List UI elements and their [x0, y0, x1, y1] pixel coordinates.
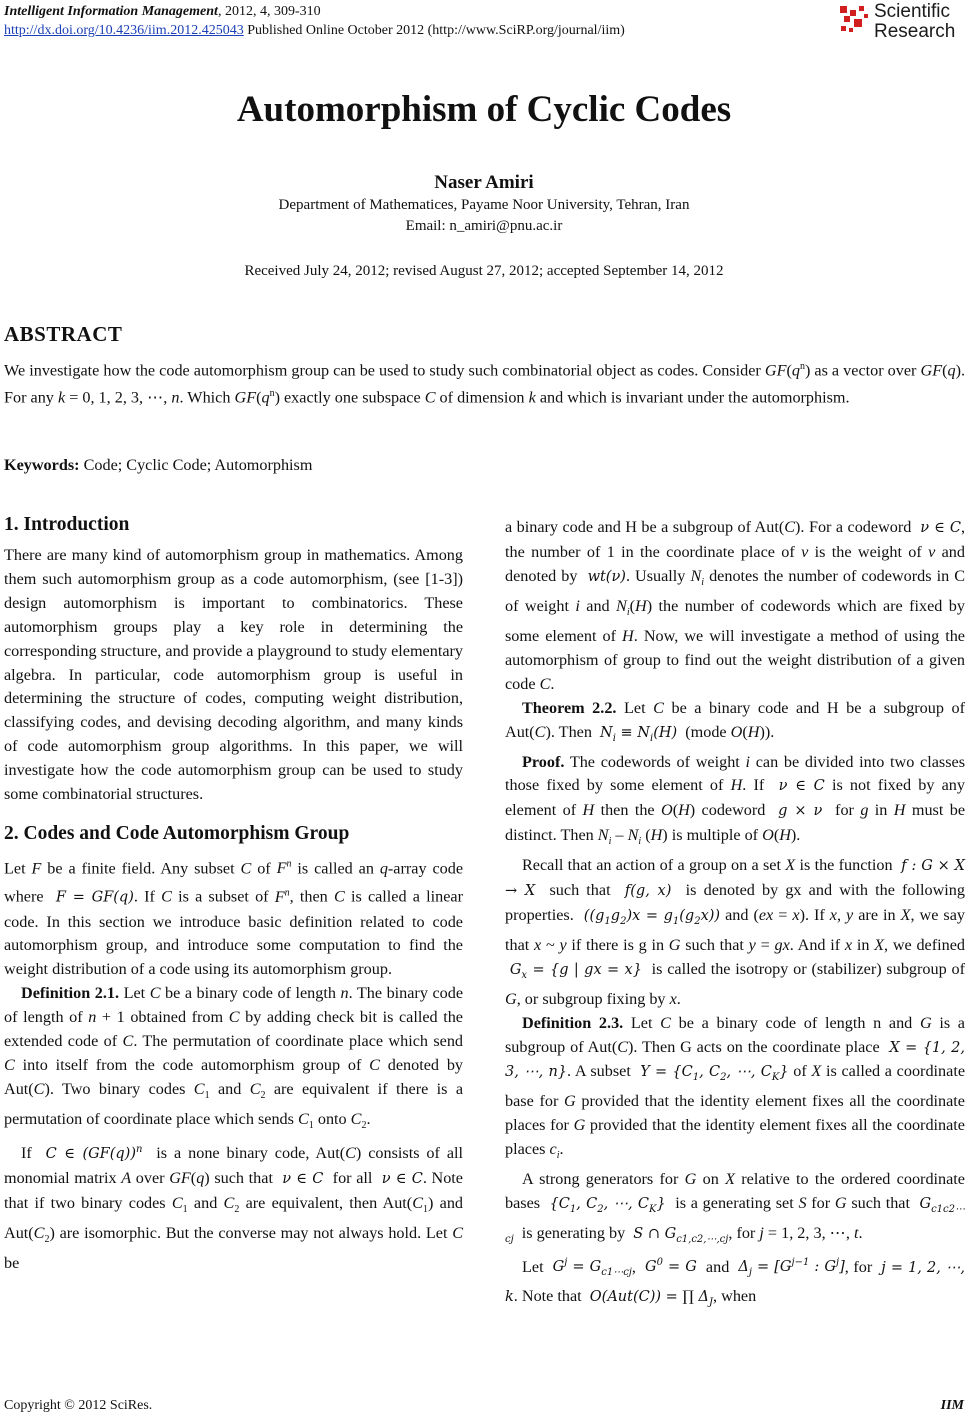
- proof: Proof. The codewords of weight i can be divided into two classes those fixed by some element of H. If ν ∈ C is not fixed by any element of H then the O(H) codeword g × ν for g in H must be distinct. Then $N_i - N_i$ (H) is multiple of O(H).: [505, 752, 966, 848]
- abstract-heading: ABSTRACT: [4, 322, 123, 346]
- doi-link[interactable]: http://dx.doi.org/10.4236/iim.2012.425043: [4, 23, 244, 38]
- copyright: Copyright © 2012 SciRes.: [4, 1398, 153, 1413]
- section-2-paragraph: Let F be a finite field. Any subset C of $F^n$ is called an q-array code where F = GF(q). If C is a subset of $F^n$, then C is called a linear code. In this section we introduce basic definition related to code automorphism group, and introduce some computation to find the weight distribution of a code using its automorphism group.: [4, 858, 464, 979]
- author-name: Naser Amiri: [434, 172, 534, 193]
- left-column: [4, 512, 463, 1276]
- right-column: [505, 516, 965, 1315]
- author-email: Email: n_amiri@pnu.ac.ir: [405, 218, 563, 234]
- paragraph-generators: A strong generators for G on X relative to the ordered coordinate bases {$C_1$, $C_2$, ⋯, $C_K$} is a generating set S for G such that $G_{c1c2\cdots cj}$ is generating by S ∩ $G_{c1,c2,\cdots,cj}$, for j = 1, 2, 3, ⋯, t.: [505, 1170, 965, 1245]
- received-dates: Received July 24, 2012; revised August 27, 2012; accepted September 14, 2012: [244, 263, 724, 279]
- section-1-heading: 1. Introduction: [4, 514, 130, 535]
- section-2-heading: 2. Codes and Code Automorphism Group: [4, 822, 350, 844]
- journal-name: Intelligent Information Management: [4, 4, 218, 19]
- affiliation: Department of Mathematices, Payame Noor University, Tehran, Iran: [278, 197, 690, 213]
- published-online: Published Online October 2012 (http://www.SciRP.org/journal/iim): [243, 23, 625, 38]
- paragraph-let: Let $G^j = G_{c1\cdots cj}$, $G^0 = G$ and $\Delta_j = [G^{j-1}$ : $G^j$], for j = 1, 2, ⋯, k. Note that O(Aut(C)) = ∏ $\Delta_J$, when: [505, 1257, 966, 1309]
- logo-line-1: Scientific: [874, 1, 951, 22]
- intro-paragraph: There are many kind of automorphism group in mathematics. Among them such automorphism group as a code automorphism, (see [1-3]) design automorphism is important to combinatorics. These automorphism groups play a key role in determining the corresponding structure, and provide a playground to study elementary algebra. In particular, code automorphism group is useful in determining the structure of codes, computing weight distribution, classifying codes, and devising decoding algorithm, and many kinds of code automorphism group algorithms. In this paper, we will investigate how the code automorphism group can be used to study some combinatorial structures.: [4, 546, 463, 804]
- abstract-text: We investigate how the code automorphism group can be used to study such combinatorial object as codes. Consider $GF(q^n)$ as a vector over GF(q). For any k = 0, 1, 2, 3, ⋯, n. Which $GF(q^n)$ exactly one subspace C of dimension k and which is invariant under the automorphism.: [4, 361, 966, 407]
- theorem-2-2: Theorem 2.2. Let C be a binary code and H be a subgroup of Aut(C). Then $N_i \equiv N_i(H)$ (mode O(H)).: [505, 698, 965, 744]
- paper-title: Automorphism of Cyclic Codes: [236, 89, 732, 130]
- running-header: [4, 2, 625, 40]
- citation: , 2012, 4, 309-310: [217, 4, 321, 19]
- journal-abbreviation: IIM: [940, 1398, 964, 1413]
- paragraph-action: Recall that an action of a group on a set X is the function f : G × X → X such that f(g, x) is denoted by gx and with the following properties. $((g_1g_2)x = g_1(g_2x))$ and (ex = x). If x, y are in X, we say that x ~ y if there is g in G such that y = gx. And if x in X, we defined $G_x = \{g$ | gx = x} is called the isotropy or (stabilizer) subgroup of G, or subgroup fixing by x.: [505, 856, 966, 1008]
- logo-mark-icon: [838, 4, 870, 36]
- logo-line-2: Research: [874, 21, 956, 42]
- definition-2-1: Definition 2.1. Let C be a binary code of length n. The binary code of length of n + 1 obtained from C by adding check bit is called the extended code of C. The permutation of coordinate place which send C into itself from the code automorphism group of C denoted by Aut(C). Two binary codes $C_1$ and $C_2$ are equivalent if there is a permutation of coordinate place which sends $C_1$ onto $C_2$.: [4, 984, 464, 1132]
- paragraph-monomial: If C ∈ $(GF(q))^n$ is a none binary code, Aut(C) consists of all monomial matrix A over GF(q) such that ν ∈ C for all ν ∈ C. Note that if two binary codes $C_1$ and $C_2$ are equivalent, then $Aut(C_1)$ and $Aut(C_2)$ are isomorphic. But the converse may not always hold. Let C be: [4, 1144, 464, 1273]
- definition-2-3: Definition 2.3. Let C be a binary code of length n and G is a subgroup of Aut(C). Then G acts on the coordinate place X = {1, 2, 3, ⋯, n}. A subset $Y = \{C_1$, $C_2$, ⋯, $C_K$} of X is called a coordinate base for G provided that the identity element fixes all the coordinate places for G provided that the identity element fixes all the coordinate places $c_i$.: [505, 1013, 966, 1162]
- keywords: Keywords: Code; Cyclic Code; Automorphism: [4, 456, 313, 474]
- publisher-logo: [838, 2, 966, 44]
- paragraph-weight: a binary code and H be a subgroup of Aut(C). For a codeword ν ∈ C, the number of 1 in the coordinate place of v is the weight of v and denoted by wt(ν). Usually $N_i$ denotes the number of codewords in C of weight i and $N_i(H)$ the number of codewords which are fixed by some element of H. Now, we will investigate a method of using the automorphism of group to find out the weight distribution of a given code C.: [505, 518, 966, 693]
